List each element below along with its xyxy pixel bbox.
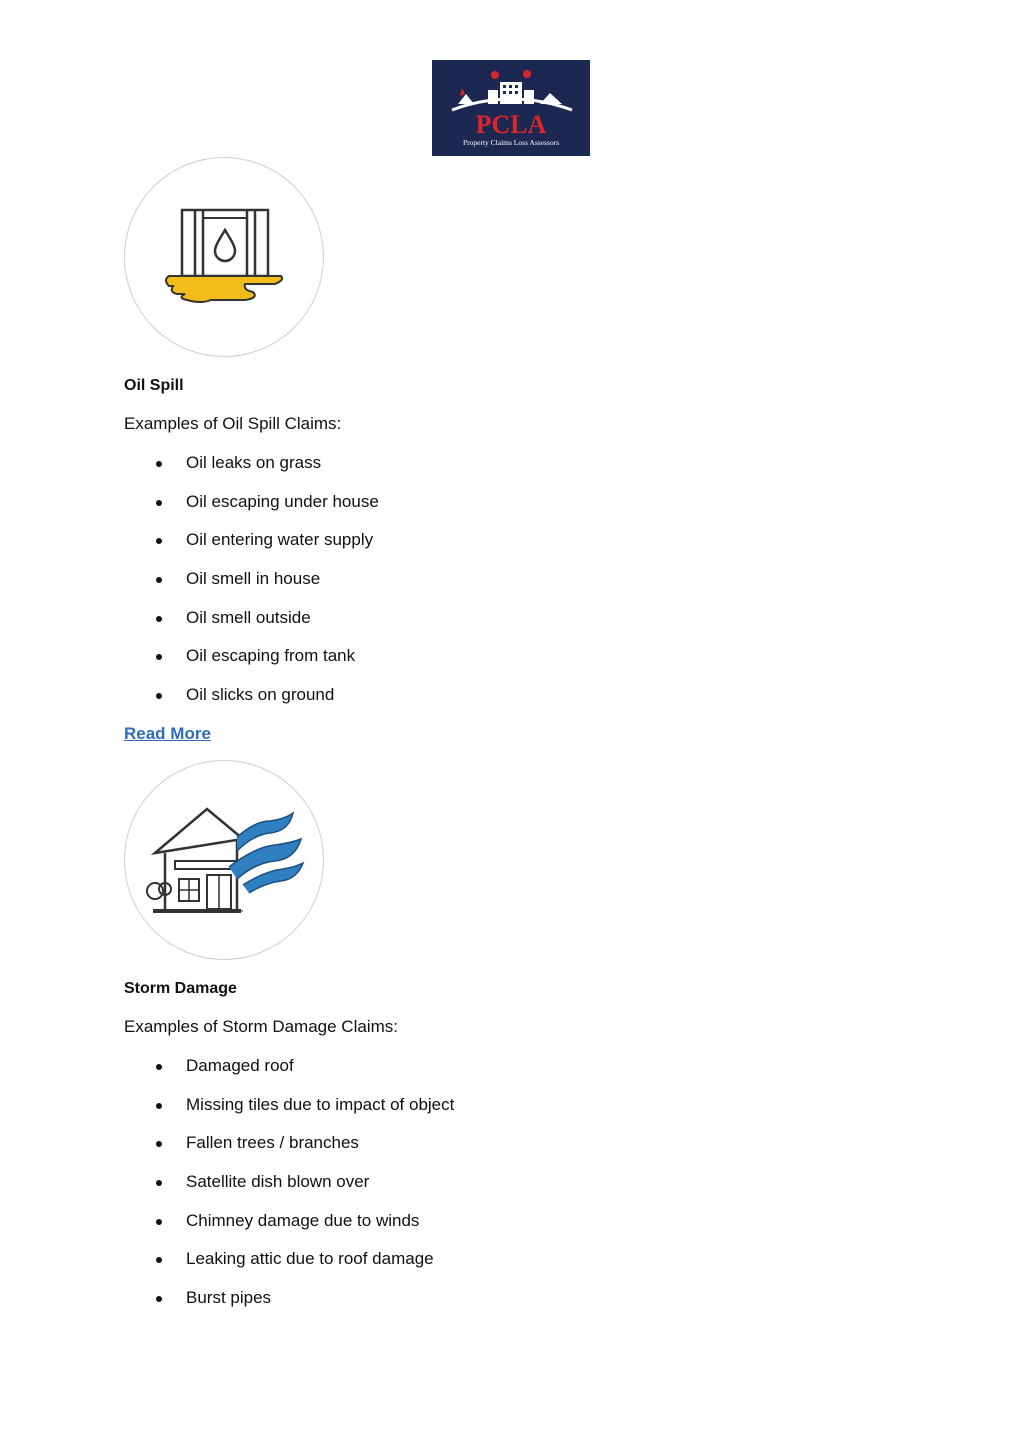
bullet-icon — [156, 1219, 162, 1225]
bullet-icon — [156, 538, 162, 544]
list-item: Oil slicks on ground — [124, 685, 379, 724]
bullet-icon — [156, 1103, 162, 1109]
oil-spill-claims-list — [124, 453, 379, 724]
section-heading-storm-damage: Storm Damage — [124, 980, 237, 997]
bullet-icon — [156, 1257, 162, 1263]
bullet-icon — [156, 500, 162, 506]
bullet-icon — [156, 1141, 162, 1147]
list-item: Burst pipes — [124, 1288, 454, 1327]
list-item: Leaking attic due to roof damage — [124, 1249, 454, 1288]
bullet-icon — [156, 1296, 162, 1302]
list-item: Chimney damage due to winds — [124, 1211, 454, 1250]
company-logo — [432, 60, 590, 156]
bullet-icon — [156, 1064, 162, 1070]
list-item: Oil escaping from tank — [124, 646, 379, 685]
bullet-icon — [156, 654, 162, 660]
list-item: Missing tiles due to impact of object — [124, 1095, 454, 1134]
section-intro-storm-damage: Examples of Storm Damage Claims: — [124, 1017, 398, 1036]
list-item: Oil smell in house — [124, 569, 379, 608]
storm-damage-claims-list — [124, 1056, 454, 1327]
bullet-icon — [156, 461, 162, 467]
logo-tagline: Property Claims Loss Assessors — [462, 138, 560, 147]
bullet-icon — [156, 1180, 162, 1186]
list-item: Oil escaping under house — [124, 492, 379, 531]
read-more-link[interactable]: Read More — [124, 724, 211, 743]
storm-house-icon — [124, 760, 324, 960]
list-item: Oil smell outside — [124, 608, 379, 647]
oil-barrel-spill-icon — [124, 157, 324, 357]
bullet-icon — [156, 577, 162, 583]
list-item: Oil leaks on grass — [124, 453, 379, 492]
list-item: Fallen trees / branches — [124, 1133, 454, 1172]
logo-abbr: PCLA — [475, 110, 547, 139]
section-heading-oil-spill: Oil Spill — [124, 377, 184, 394]
list-item: Damaged roof — [124, 1056, 454, 1095]
list-item: Satellite dish blown over — [124, 1172, 454, 1211]
bullet-icon — [156, 693, 162, 699]
section-intro-oil-spill: Examples of Oil Spill Claims: — [124, 414, 342, 433]
list-item: Oil entering water supply — [124, 530, 379, 569]
bullet-icon — [156, 616, 162, 622]
